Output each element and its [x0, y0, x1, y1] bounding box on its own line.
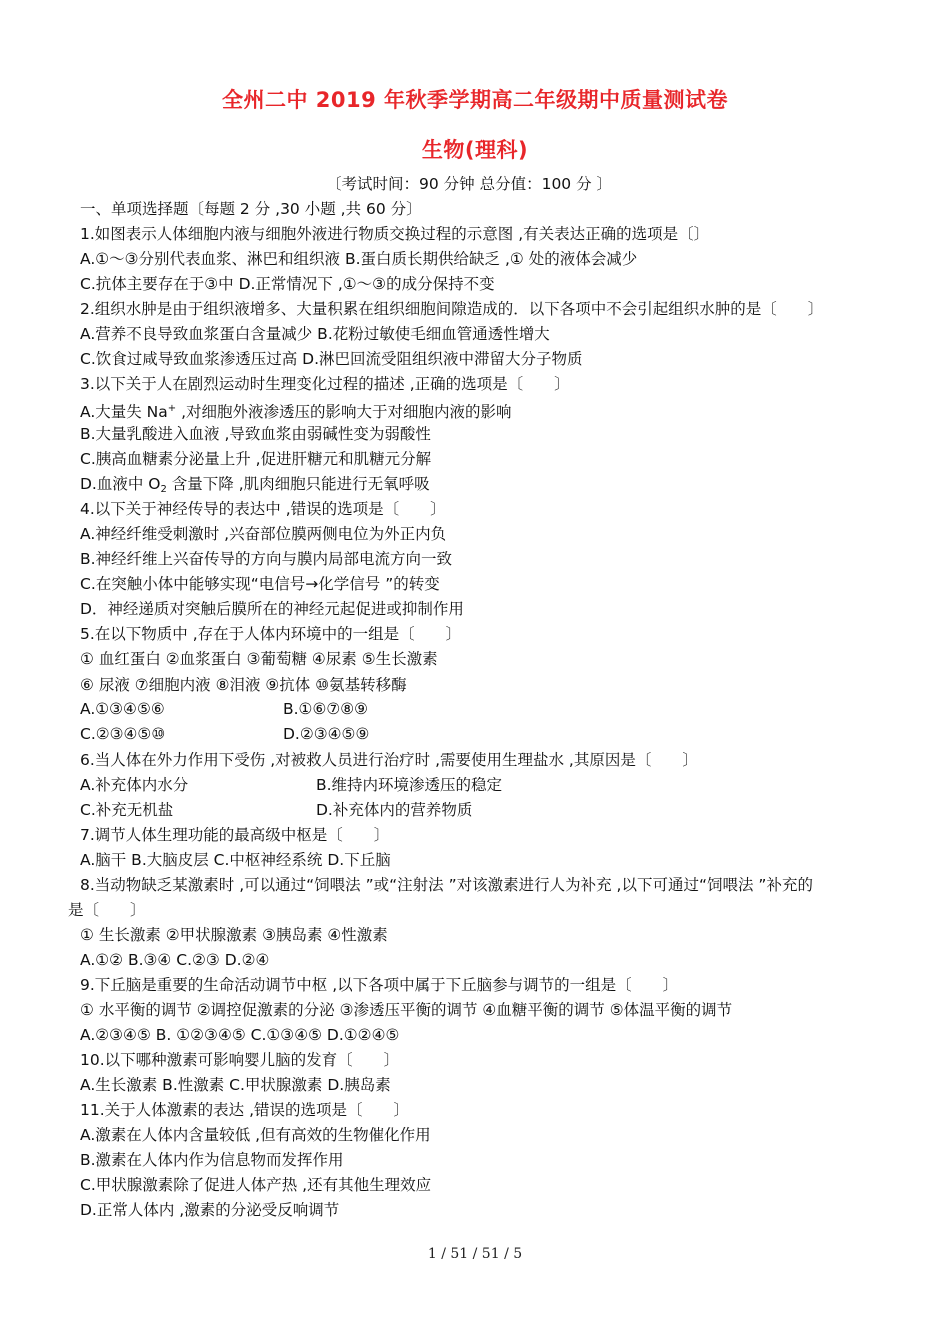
option-text: D.血液中 O	[80, 475, 161, 493]
exam-title: 全州二中 2019 年秋季学期高二年级期中质量测试卷	[221, 88, 729, 112]
question-5-stem: 5.在以下物质中 ,存在于人体内环境中的一组是〔 〕	[80, 625, 462, 643]
question-11-option-b: B.激素在人体内作为信息物而发挥作用	[80, 1151, 344, 1169]
question-2-options-ab: A.营养不良导致血浆蛋白含量减少 B.花粉过敏使毛细血管通透性增大	[80, 325, 550, 343]
question-11-option-a: A.激素在人体内含量较低 ,但有高效的生物催化作用	[80, 1126, 431, 1144]
question-8-stem-cont: 是〔 〕	[68, 901, 146, 919]
question-7-stem: 7.调节人体生理功能的最高级中枢是〔 〕	[80, 826, 390, 844]
question-5-items-2: ⑥ 尿液 ⑦细胞内液 ⑧泪液 ⑨抗体 ⑩氨基转移酶	[80, 676, 407, 694]
question-8-stem: 8.当动物缺乏某激素时 ,可以通过“饲喂法 ”或“注射法 ”对该激素进行人为补充 ,以下可通过“饲喂法 ”补充的	[80, 876, 813, 894]
question-10-stem: 10.以下哪种激素可影响婴儿脑的发育〔 〕	[80, 1051, 400, 1069]
question-5-option-d: D.②③④⑤⑨	[283, 725, 370, 743]
option-text: 含量下降 ,肌肉细胞只能进行无氧呼吸	[166, 475, 430, 493]
question-6-option-b: B.维持内环境渗透压的稳定	[316, 776, 503, 794]
question-5-option-b: B.①⑥⑦⑧⑨	[283, 700, 369, 718]
question-11-option-d: D.正常人体内 ,激素的分泌受反响调节	[80, 1201, 340, 1219]
question-11-option-c: C.甲状腺激素除了促进人体产热 ,还有其他生理效应	[80, 1176, 432, 1194]
question-7-options: A.脑干 B.大脑皮层 C.中枢神经系统 D.下丘脑	[80, 851, 391, 869]
question-8-options: A.①② B.③④ C.②③ D.②④	[80, 951, 270, 969]
page-number: 1 / 51 / 51 / 5	[427, 1246, 523, 1262]
question-9-items: ① 水平衡的调节 ②调控促激素的分泌 ③渗透压平衡的调节 ④血糖平衡的调节 ⑤体温平衡的调节	[80, 1001, 733, 1019]
exam-subtitle: 生物(理科)	[421, 138, 529, 162]
question-9-stem: 9.下丘脑是重要的生命活动调节中枢 ,以下各项中属于下丘脑参与调节的一组是〔 〕	[80, 976, 679, 994]
question-6-option-d: D.补充体内的营养物质	[316, 801, 473, 819]
question-4-option-d: D．神经递质对突触后膜所在的神经元起促进或抑制作用	[80, 600, 464, 618]
question-2-options-cd: C.饮食过咸导致血浆渗透压过高 D.淋巴回流受阻组织液中滞留大分子物质	[80, 350, 583, 368]
option-text: ,对细胞外液渗透压的影响大于对细胞内液的影响	[176, 403, 512, 421]
question-3-option-a	[80, 399, 512, 422]
question-4-option-b: B.神经纤维上兴奋传导的方向与膜内局部电流方向一致	[80, 550, 453, 568]
question-2-stem: 2.组织水肿是由于组织液增多、大量积累在组织细胞间隙造成的．以下各项中不会引起组织水肿的是〔 〕	[80, 300, 824, 318]
question-5-option-a: A.①③④⑤⑥	[80, 700, 165, 718]
question-9-options: A.②③④⑤ B. ①②③④⑤ C.①③④⑤ D.①②④⑤	[80, 1026, 400, 1044]
question-5-option-c: C.②③④⑤⑩	[80, 725, 166, 743]
question-3-option-c: C.胰高血糖素分泌量上升 ,促进肝糖元和肌糖元分解	[80, 450, 432, 468]
question-4-stem: 4.以下关于神经传导的表达中 ,错误的选项是〔 〕	[80, 500, 446, 518]
option-text: A.大量失 Na	[80, 403, 168, 421]
question-6-option-a: A.补充体内水分	[80, 776, 189, 794]
question-1-options-ab: A.①～③分别代表血浆、淋巴和组织液 B.蛋白质长期供给缺乏 ,① 处的液体会减少	[80, 250, 638, 268]
question-3-option-d	[80, 474, 430, 500]
question-8-items: ① 生长激素 ②甲状腺激素 ③胰岛素 ④性激素	[80, 926, 388, 944]
section-heading: 一、单项选择题〔每题 2 分 ,30 小题 ,共 60 分〕	[80, 200, 422, 218]
question-6-stem: 6.当人体在外力作用下受伤 ,对被救人员进行治疗时 ,需要使用生理盐水 ,其原因是〔 〕	[80, 751, 698, 769]
question-1-stem: 1.如图表示人体细胞内液与细胞外液进行物质交换过程的示意图 ,有关表达正确的选项是〔〕	[80, 225, 710, 243]
question-4-option-c: C.在突触小体中能够实现“电信号→化学信号 ”的转变	[80, 575, 440, 593]
exam-info: 〔考试时间：90 分钟 总分值：100 分 〕	[326, 175, 613, 193]
superscript: +	[167, 403, 177, 414]
question-4-option-a: A.神经纤维受刺激时 ,兴奋部位膜两侧电位为外正内负	[80, 525, 447, 543]
question-1-options-cd: C.抗体主要存在于③中 D.正常情况下 ,①～③的成分保持不变	[80, 275, 495, 293]
question-10-options: A.生长激素 B.性激素 C.甲状腺激素 D.胰岛素	[80, 1076, 391, 1094]
question-6-option-c: C.补充无机盐	[80, 801, 174, 819]
question-11-stem: 11.关于人体激素的表达 ,错误的选项是〔 〕	[80, 1101, 410, 1119]
subscript: 2	[160, 484, 167, 495]
question-3-option-b: B.大量乳酸进入血液 ,导致血浆由弱碱性变为弱酸性	[80, 425, 431, 443]
question-5-items-1: ① 血红蛋白 ②血浆蛋白 ③葡萄糖 ④尿素 ⑤生长激素	[80, 650, 438, 668]
question-3-stem: 3.以下关于人在剧烈运动时生理变化过程的描述 ,正确的选项是〔 〕	[80, 375, 570, 393]
